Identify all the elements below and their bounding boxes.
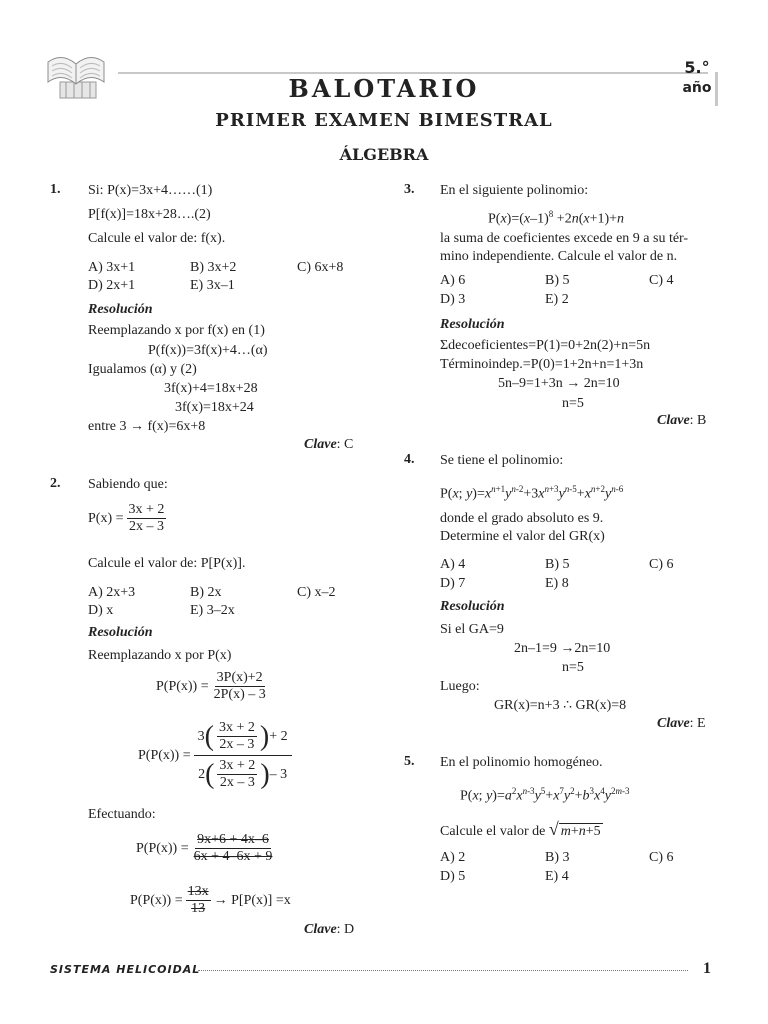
problem-5-option: E) 4 [545,869,569,884]
problem-5-option: B) 3 [545,850,570,865]
numerator: 13x [187,884,209,899]
numerator [194,718,292,756]
denominator: 6x + 4–6x + 9 [193,849,273,864]
formula-lhs: P(P(x)) = [130,892,183,908]
problem-1-resolution-line: 3f(x)+4=18x+28 [164,381,258,396]
problem-1-option: D) 2x+1 [88,278,136,293]
problem-4-resolution-line: Si el GA=9 [440,622,504,637]
problem-1-option: C) 6x+8 [297,260,344,275]
problem-3-answer [657,413,706,429]
nested-fraction [194,718,292,793]
formula-lhs: P(P(x)) = [136,840,189,856]
clave-label: Clave [304,922,337,937]
problem-4-option: B) 5 [545,557,570,572]
problem-5-option: C) 6 [649,850,674,865]
problem-2-option: C) x–2 [297,585,336,600]
problem-1-line: Calcule el valor de: f(x). [88,231,226,246]
problem-3-option: A) 6 [440,273,466,288]
problem-2-answer [304,922,354,938]
fraction [186,884,211,917]
inner-numerator: 3x + 2 [218,720,255,735]
problem-1-resolution-line: P(f(x))=3f(x)+4…(α) [148,343,268,358]
problem-2-option: D) x [88,603,114,618]
problem-3-resolution-line: 5n–9=1+3n → 2n=10 [498,376,620,391]
coefficient: 3 [197,728,205,744]
page-title: BALOTARIO [288,74,480,103]
denominator: 2x – 3 [128,519,164,534]
formula-lhs: P(P(x)) = [138,747,191,763]
problem-1-answer [304,437,353,453]
numerator: 3x + 2 [128,502,165,517]
inner-fraction [217,720,257,753]
fraction [127,502,167,535]
problem-2-line: Sabiendo que: [88,477,168,492]
problem-1-resolution-line: Reemplazando x por f(x) en (1) [88,323,265,338]
clave-value: : E [689,716,706,731]
term: – 3 [269,766,288,782]
fraction [212,670,268,703]
problem-5-option: A) 2 [440,850,466,865]
problem-3-line: la suma de coeficientes excede en 9 a su tér- [440,231,689,246]
clave-label: Clave [657,413,690,428]
problem-3-resolution-line: Σdecoeficientes=P(1)=0+2n(2)+n=5n [440,338,651,353]
clave-value: : D [336,922,355,937]
problem-3-resolution-label: Resolución [440,317,505,332]
problem-4-resolution-label: Resolución [440,599,505,614]
denominator: 2P(x) – 3 [213,687,266,702]
problem-1-number: 1. [50,182,61,197]
problem-4-option: C) 6 [649,557,674,572]
inner-denominator: 2x – 3 [219,775,255,790]
problem-4-formula: P(x; $y)=x^{n+1}y^{n-2}+3x^{n+3}y^{n-5}+x^{n+2}y^{n-6}$ [440,484,624,502]
fraction [192,832,275,865]
formula-lhs: P(P(x)) = [156,678,209,694]
problem-2-formula [156,670,271,703]
problem-1-resolution-line: Igualamos (α) y (2) [88,362,197,377]
denominator: 13 [191,901,206,916]
problem-4-option: D) 7 [440,576,466,591]
problem-4-option: A) 4 [440,557,466,572]
problem-2-resolution-line: Efectuando: [88,807,156,822]
numerator: 9x+6 + 4x–6 [197,832,269,847]
formula-lhs: P(x) = [88,510,124,526]
problem-3-resolution-line: n=5 [562,396,584,411]
problem-4-line: donde el grado absoluto es 9. [440,511,604,526]
problem-2-nested-formula [138,718,295,793]
problem-1-resolution-label: Resolución [88,302,153,317]
problem-4-line: Determine el valor del GR(x) [440,529,605,544]
problem-5-question: Calcule el valor de √ m+n+5 [440,819,601,839]
problem-2-resolution-label: Resolución [88,625,153,640]
problem-3-number: 3. [404,182,415,197]
problem-1-resolution-line: 3f(x)=18x+24 [175,400,254,415]
problem-1-line: Si: P(x)=3x+4……(1) [88,183,213,198]
clave-value: : C [336,437,354,452]
formula-rhs: → P[P(x)] =x [213,892,291,908]
problem-2-formula [136,832,277,865]
page-number: 1 [703,960,711,977]
problem-5-option: D) 5 [440,869,466,884]
problem-1-option: B) 3x+2 [190,260,237,275]
denominator [194,756,291,793]
problem-1-line: P[f(x)]=18x+28….(2) [88,207,211,222]
problem-3-option: C) 4 [649,273,674,288]
numerator: 3P(x)+2 [216,670,263,685]
inner-fraction [217,758,257,791]
inner-numerator: 3x + 2 [219,758,256,773]
problem-2-option: E) 3–2x [190,603,235,618]
problem-4-resolution-line: n=5 [562,660,584,675]
grade-number: 5.° [684,58,710,77]
problem-1-option: A) 3x+1 [88,260,136,275]
problem-3-formula: $P(x)=(x-1)^8 +2n(x+1)+n$ [488,209,625,227]
inner-denominator: 2x – 3 [219,737,255,752]
problem-2-line: Calcule el valor de: P[P(x)]. [88,556,246,571]
problem-2-formula [88,502,169,535]
coefficient: 2 [198,766,206,782]
problem-2-number: 2. [50,476,61,491]
paren: ) [260,758,270,790]
problem-3-option: E) 2 [545,292,569,307]
grade-word: año [682,80,712,96]
problem-4-line: Se tiene el polinomio: [440,453,564,468]
footer-brand: SISTEMA HELICOIDAL [50,963,201,976]
problem-4-resolution-line: GR(x)=n+3 ∴ GR(x)=8 [494,698,627,713]
problem-3-option: B) 5 [545,273,570,288]
problem-4-answer [657,716,706,732]
problem-1-resolution-line: entre 3 → f(x)=6x+8 [88,419,206,434]
problem-2-resolution-line: Reemplazando x por P(x) [88,648,232,663]
problem-4-option: E) 8 [545,576,569,591]
problem-1-option: E) 3x–1 [190,278,235,293]
problem-4-resolution-line: 2n–1=9 →2n=10 [514,641,611,656]
problem-4-number: 4. [404,452,415,467]
footer-dotted-rule [198,970,688,971]
problem-3-option: D) 3 [440,292,466,307]
problem-5-line: En el polinomio homogéneo. [440,755,603,770]
problem-5-number: 5. [404,754,415,769]
clave-value: : B [689,413,707,428]
paren: ) [259,720,270,752]
page-subtitle: PRIMER EXAMEN BIMESTRAL [215,110,553,131]
clave-label: Clave [657,716,690,731]
problem-3-line: En el siguiente polinomio: [440,183,589,198]
problem-2-formula [130,884,291,917]
problem-4-resolution-line: Luego: [440,679,480,694]
subject-title: ÁLGEBRA [339,145,429,164]
problem-2-option: B) 2x [190,585,222,600]
term: + 2 [269,728,288,744]
problem-3-line: mino independiente. Calcule el valor de n. [440,249,678,264]
clave-label: Clave [304,437,337,452]
paren: ( [204,720,214,752]
problem-5-formula: P(x; $y)=a^2x^{n-3}y^5+x^7y^2+b^3x^4y^{2m-3}$ [460,786,630,804]
paren: ( [205,758,215,790]
problem-2-option: A) 2x+3 [88,585,136,600]
problem-3-resolution-line: Términoindep.=P(0)=1+2n+n=1+3n [440,357,644,372]
